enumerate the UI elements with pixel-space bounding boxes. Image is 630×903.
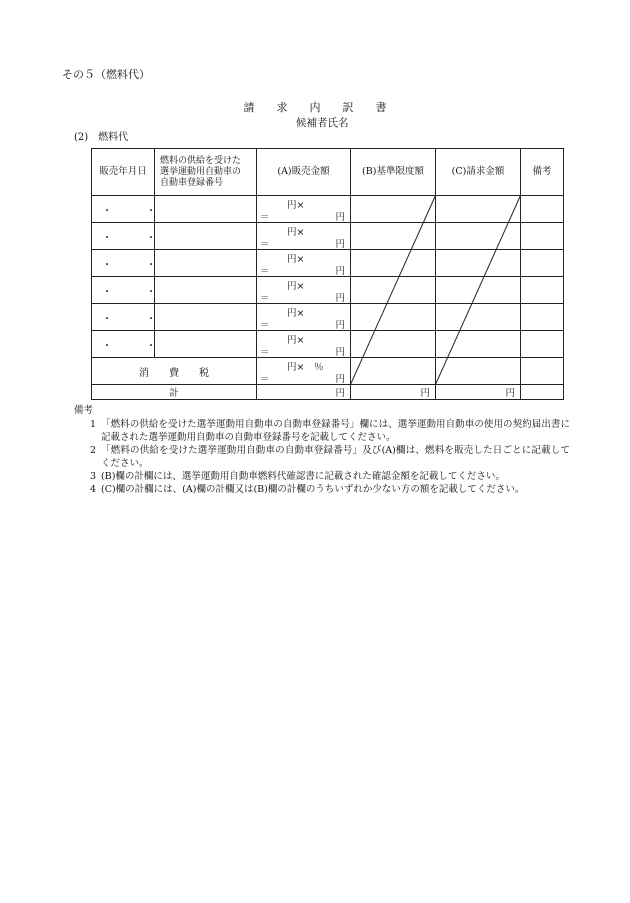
amount-yen: 円 bbox=[335, 212, 345, 223]
header-sales-amount: (A)販売金額 bbox=[257, 149, 351, 196]
registration-number-cell[interactable] bbox=[155, 331, 257, 358]
amount-equals: ＝ bbox=[260, 239, 270, 250]
registration-number-cell[interactable] bbox=[155, 277, 257, 304]
sales-amount-cell[interactable] bbox=[257, 250, 351, 277]
tax-char: 消 bbox=[139, 367, 149, 379]
consumption-tax-label bbox=[92, 358, 257, 385]
tax-row bbox=[92, 358, 564, 385]
sale-date-cell[interactable]: ・ ・ bbox=[92, 250, 155, 277]
amount-multiplier: 円× bbox=[287, 281, 305, 292]
claim-amount-cell bbox=[436, 223, 521, 250]
note-text: (C)欄の計欄には、(A)欄の計欄又は(B)欄の計欄のうちいずれか少ない方の額を記載してください。 bbox=[101, 484, 525, 495]
title-char: 内 bbox=[309, 101, 321, 114]
sale-date-cell[interactable]: ・ ・ bbox=[92, 331, 155, 358]
amount-multiplier: 円× bbox=[287, 308, 305, 319]
header-claim-amount: (C)請求金額 bbox=[436, 149, 521, 196]
remarks-cell[interactable] bbox=[521, 358, 564, 385]
amount-multiplier: 円× bbox=[287, 227, 305, 238]
amount-multiplier: 円× bbox=[287, 335, 305, 346]
header-registration-number bbox=[155, 149, 257, 196]
total-label: 計 bbox=[92, 385, 257, 400]
standard-limit-cell bbox=[351, 304, 436, 331]
claim-amount-cell bbox=[436, 304, 521, 331]
header-reg-line: 選挙運動用自動車の bbox=[160, 166, 242, 177]
standard-limit-cell bbox=[351, 331, 436, 358]
amount-equals: ＝ bbox=[260, 374, 270, 385]
registration-number-cell[interactable] bbox=[155, 196, 257, 223]
standard-limit-cell bbox=[351, 196, 436, 223]
standard-limit-cell bbox=[351, 250, 436, 277]
total-remarks[interactable] bbox=[521, 385, 564, 400]
amount-multiplier: 円× bbox=[287, 200, 305, 211]
amount-equals: ＝ bbox=[260, 347, 270, 358]
remarks-cell[interactable] bbox=[521, 331, 564, 358]
header-sale-date: 販売年月日 bbox=[92, 149, 155, 196]
table-row bbox=[92, 277, 564, 304]
title-char: 訳 bbox=[342, 101, 354, 114]
remarks-cell[interactable] bbox=[521, 277, 564, 304]
header-standard-limit: (B)基準限度額 bbox=[351, 149, 436, 196]
remarks-cell[interactable] bbox=[521, 304, 564, 331]
amount-yen: 円 bbox=[335, 239, 345, 250]
standard-limit-cell bbox=[351, 277, 436, 304]
sales-amount-cell[interactable] bbox=[257, 196, 351, 223]
registration-number-cell[interactable] bbox=[155, 223, 257, 250]
notes-heading: 備考 bbox=[74, 405, 94, 416]
amount-yen: 円 bbox=[335, 266, 345, 277]
note-number: 3 bbox=[90, 471, 97, 482]
table-row bbox=[92, 250, 564, 277]
section-label: その５（燃料代） bbox=[62, 68, 150, 81]
remarks-cell[interactable] bbox=[521, 223, 564, 250]
amount-multiplier: 円× ％ bbox=[287, 362, 324, 373]
document-title bbox=[0, 99, 630, 115]
total-row bbox=[92, 385, 564, 400]
notes-section bbox=[70, 404, 570, 496]
tax-char: 税 bbox=[199, 367, 209, 379]
table-header-row bbox=[92, 149, 564, 196]
note-item bbox=[70, 483, 570, 496]
sales-amount-cell[interactable] bbox=[257, 358, 351, 385]
note-number: 4 bbox=[90, 484, 97, 495]
sales-amount-cell[interactable] bbox=[257, 223, 351, 250]
title-char: 求 bbox=[276, 101, 288, 114]
note-number: 1 bbox=[90, 419, 97, 430]
total-claim-amount[interactable]: 円 bbox=[436, 385, 521, 400]
note-item bbox=[70, 444, 570, 470]
amount-yen: 円 bbox=[335, 374, 345, 385]
sale-date-cell[interactable]: ・ ・ bbox=[92, 223, 155, 250]
tax-char: 費 bbox=[169, 367, 179, 379]
amount-equals: ＝ bbox=[260, 320, 270, 331]
header-remarks: 備考 bbox=[521, 149, 564, 196]
standard-limit-cell bbox=[351, 358, 436, 385]
sales-amount-cell[interactable] bbox=[257, 304, 351, 331]
registration-number-cell[interactable] bbox=[155, 304, 257, 331]
amount-equals: ＝ bbox=[260, 212, 270, 223]
amount-yen: 円 bbox=[335, 347, 345, 358]
table-row bbox=[92, 304, 564, 331]
sales-amount-cell[interactable] bbox=[257, 331, 351, 358]
remarks-cell[interactable] bbox=[521, 250, 564, 277]
note-item bbox=[70, 418, 570, 444]
standard-limit-cell bbox=[351, 223, 436, 250]
header-reg-line: 自動車登録番号 bbox=[160, 177, 224, 188]
claim-amount-cell bbox=[436, 250, 521, 277]
claim-amount-cell bbox=[436, 358, 521, 385]
claim-amount-cell bbox=[436, 196, 521, 223]
note-text: (B)欄の計欄には、選挙運動用自動車燃料代確認書に記載された確認金額を記載してください。 bbox=[101, 471, 505, 482]
amount-equals: ＝ bbox=[260, 266, 270, 277]
registration-number-cell[interactable] bbox=[155, 250, 257, 277]
amount-multiplier: 円× bbox=[287, 254, 305, 265]
note-text: 「燃料の供給を受けた選挙運動用自動車の自動車登録番号」欄には、選挙運動用自動車の使用の契約届出書に記載された選挙運動用自動車の自動車登録番号を記載してください。 bbox=[101, 419, 570, 443]
header-reg-line: 燃料の供給を受けた bbox=[160, 155, 242, 166]
total-sales-amount[interactable]: 円 bbox=[257, 385, 351, 400]
sales-amount-cell[interactable] bbox=[257, 277, 351, 304]
amount-yen: 円 bbox=[335, 320, 345, 331]
sale-date-cell[interactable]: ・ ・ bbox=[92, 196, 155, 223]
amount-equals: ＝ bbox=[260, 293, 270, 304]
sale-date-cell[interactable]: ・ ・ bbox=[92, 277, 155, 304]
total-standard-limit[interactable]: 円 bbox=[351, 385, 436, 400]
fuel-cost-table bbox=[91, 148, 564, 400]
table-row bbox=[92, 223, 564, 250]
amount-yen: 円 bbox=[335, 293, 345, 304]
title-char: 請 bbox=[243, 101, 255, 114]
table-row bbox=[92, 331, 564, 358]
note-number: 2 bbox=[90, 445, 97, 456]
title-char: 書 bbox=[375, 101, 387, 114]
table-row bbox=[92, 196, 564, 223]
remarks-cell[interactable] bbox=[521, 196, 564, 223]
claim-amount-cell bbox=[436, 277, 521, 304]
fuel-subsection-label: (2) 燃料代 bbox=[74, 132, 129, 143]
sale-date-cell[interactable]: ・ ・ bbox=[92, 304, 155, 331]
candidate-name-label: 候補者氏名 bbox=[296, 117, 349, 129]
note-text: 「燃料の供給を受けた選挙運動用自動車の自動車登録番号」及び(A)欄は、燃料を販売した日ごとに記載してください。 bbox=[101, 445, 570, 469]
note-item bbox=[70, 470, 570, 483]
claim-amount-cell bbox=[436, 331, 521, 358]
